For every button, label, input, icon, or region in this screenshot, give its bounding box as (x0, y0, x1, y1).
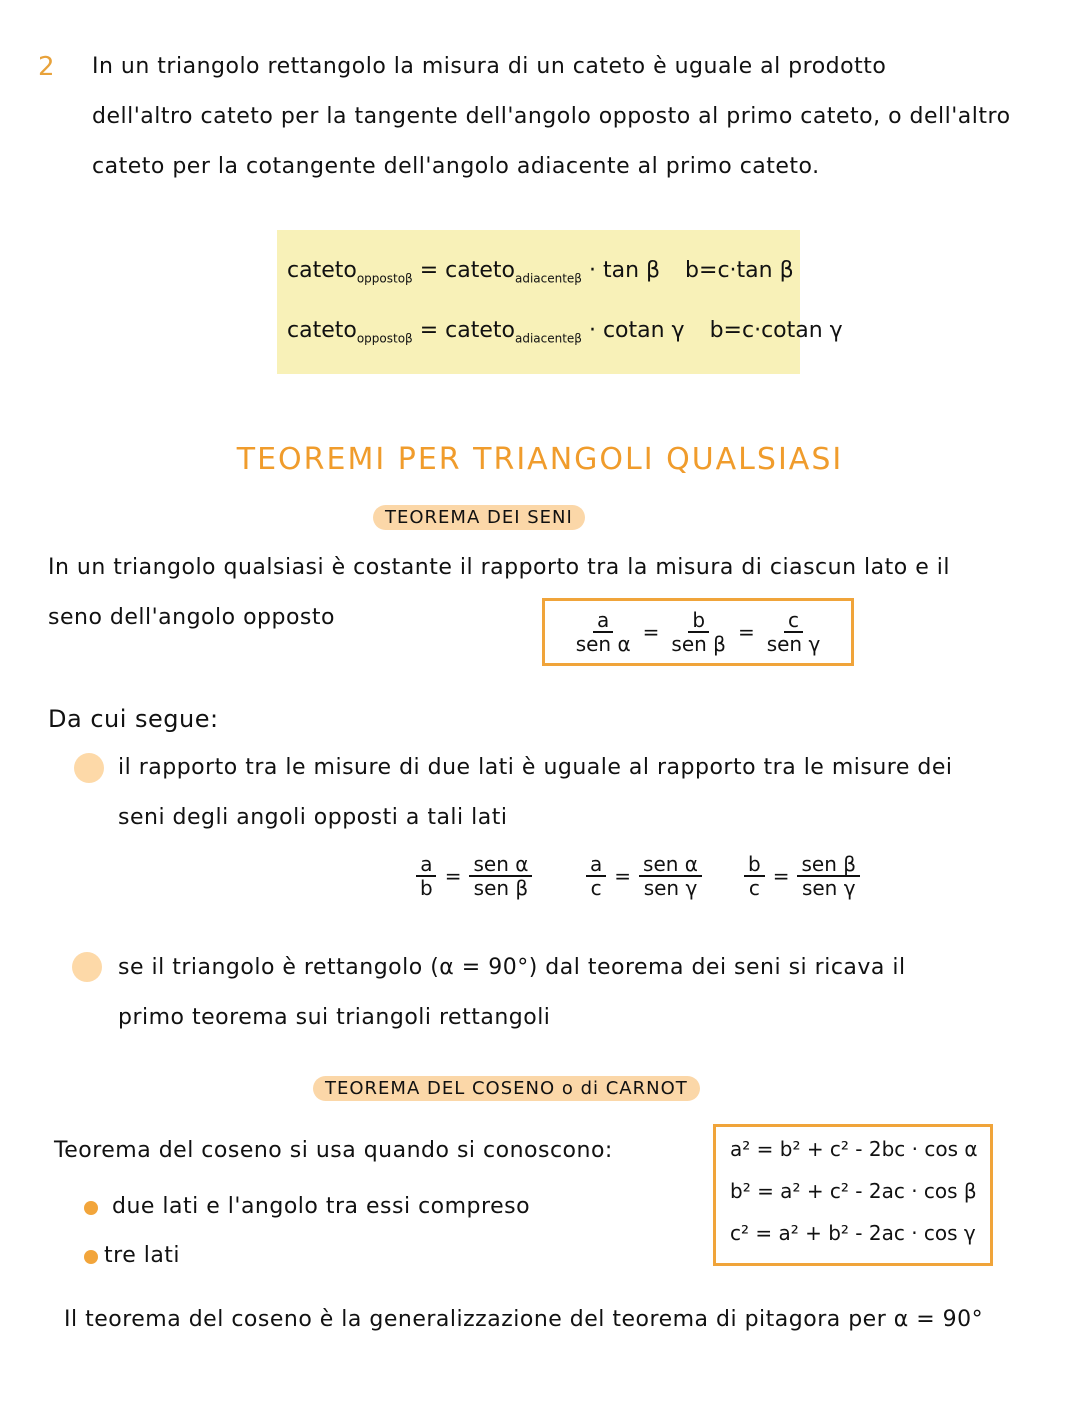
tangent-formula (287, 258, 794, 285)
sines-text-line-2: seno dell'angolo opposto (48, 605, 335, 630)
formula-short: b=c·cotan γ (709, 318, 843, 343)
cosine-formula-c: c² = a² + b² - 2ac · cos γ (730, 1221, 976, 1245)
formula-term: cateto (445, 258, 515, 283)
formula-term: · cotan γ (588, 318, 685, 343)
ratio-b-c: $\frac{b}{c}$ = $\frac{\text{sen β}}{\text{sen γ}}$ (744, 853, 860, 899)
consequence-1-line-1: il rapporto tra le misure di due lati è uguale al rapporto tra le misure dei (118, 755, 953, 780)
formula-short: b=c·tan β (685, 258, 794, 283)
formula-term: cateto (287, 258, 357, 283)
cosine-generalization-note: Il teorema del coseno è la generalizzazione del teorema di pitagora per α = 90° (64, 1307, 984, 1332)
formula-subscript: adiacenteβ (514, 331, 582, 346)
sines-fraction-b: $\frac{b}{\text{sen β}}$ (671, 608, 726, 656)
sines-fraction-a: $\frac{a}{\text{sen α}}$ (575, 608, 631, 656)
equals-sign: = (737, 620, 755, 644)
consequence-2-line-1: se il triangolo è rettangolo (α = 90°) dal teorema dei seni si ricava il (118, 955, 906, 980)
cosine-usage-text: Teorema del coseno si usa quando si conoscono: (54, 1138, 613, 1163)
consequence-2-line-2: primo teorema sui triangoli rettangoli (118, 1005, 551, 1030)
item-number: 2 (38, 52, 55, 82)
section-title: TEOREMI PER TRIANGOLI QUALSIASI (236, 442, 844, 477)
cosine-case-1: due lati e l'angolo tra essi compreso (112, 1194, 531, 1219)
sines-fraction-c: $\frac{c}{\text{sen γ}}$ (766, 608, 821, 656)
bullet-dot-icon (84, 1201, 98, 1215)
ratio-a-c: $\frac{a}{c}$ = $\frac{\text{sen α}}{\text{sen γ}}$ (586, 853, 702, 899)
formula-term: · tan β (588, 258, 661, 283)
cosine-formula-a: a² = b² + c² - 2bc · cos α (730, 1137, 978, 1161)
equals-sign: = (642, 620, 660, 644)
bullet-dot-icon (74, 753, 104, 783)
formula-equals: = (419, 318, 439, 343)
cosine-formula-b: b² = a² + c² - 2ac · cos β (730, 1179, 977, 1203)
formula-subscript: oppostoβ (356, 271, 413, 286)
tangent-formula-box (277, 230, 843, 374)
consequences-intro: Da cui segue: (48, 705, 219, 733)
cosine-theorem-label: TEOREMA DEL COSENO o di CARNOT (313, 1076, 700, 1101)
formula-term: cateto (287, 318, 357, 343)
formula-subscript: oppostoβ (356, 331, 413, 346)
formula-term: cateto (445, 318, 515, 343)
cotangent-formula (287, 318, 843, 345)
sines-text-line-1: In un triangolo qualsiasi è costante il rapporto tra la misura di ciascun lato e il (48, 555, 950, 580)
sines-theorem-label: TEOREMA DEI SENI (373, 505, 585, 530)
cosine-case-2: tre lati (104, 1243, 181, 1268)
consequence-1-line-2: seni degli angoli opposti a tali lati (118, 805, 508, 830)
formula-equals: = (419, 258, 439, 283)
bullet-dot-icon (84, 1250, 98, 1264)
ratio-a-b: $\frac{a}{b}$ = $\frac{\text{sen α}}{\text{sen β}}$ (416, 853, 532, 899)
cosine-formula-box (713, 1124, 993, 1266)
intro-line-1: In un triangolo rettangolo la misura di un cateto è uguale al prodotto (92, 54, 887, 79)
formula-subscript: adiacenteβ (514, 271, 582, 286)
intro-line-3: cateto per la cotangente dell'angolo adiacente al primo cateto. (92, 154, 820, 179)
bullet-dot-icon (72, 952, 102, 982)
intro-line-2: dell'altro cateto per la tangente dell'angolo opposto al primo cateto, o dell'altro (92, 104, 1011, 129)
sines-formula-box (542, 598, 854, 666)
